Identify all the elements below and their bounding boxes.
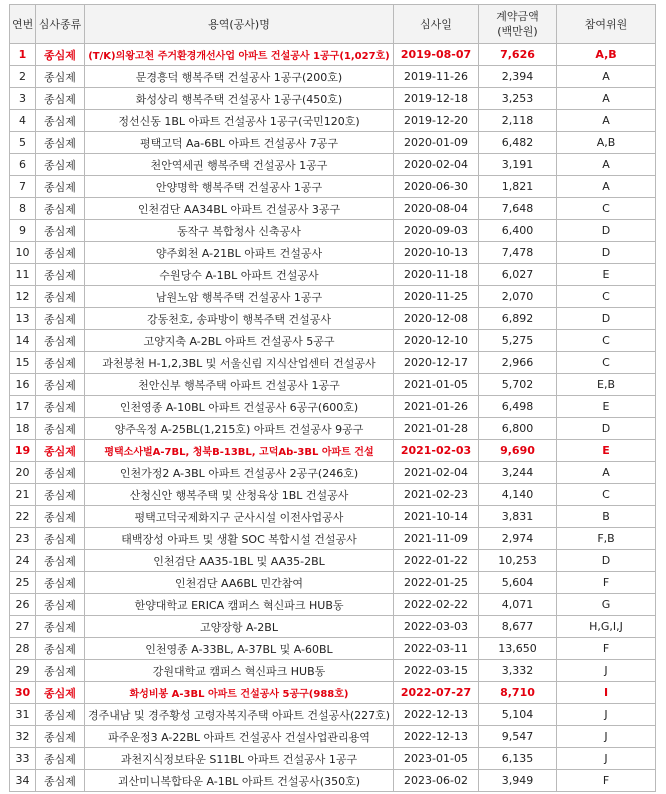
cell-contract-amount: 2,966 (479, 352, 557, 374)
cell-review-type: 종심제 (36, 352, 85, 374)
cell-review-type: 종심제 (36, 154, 85, 176)
cell-review-type: 종심제 (36, 616, 85, 638)
review-history-table (9, 4, 656, 792)
cell-contract-amount: 5,104 (479, 704, 557, 726)
cell-review-date: 2023-01-05 (394, 748, 479, 770)
cell-members: F (557, 770, 656, 792)
cell-project-name: (T/K)의왕고천 주거환경개선사업 아파트 건설공사 1공구(1,027호) (85, 44, 394, 66)
cell-contract-amount: 7,478 (479, 242, 557, 264)
cell-review-type: 종심제 (36, 484, 85, 506)
cell-review-type: 종심제 (36, 528, 85, 550)
cell-project-name: 강원대학교 캠퍼스 혁신파크 HUB동 (85, 660, 394, 682)
cell-project-name: 정선신동 1BL 아파트 건설공사 1공구(국민120호) (85, 110, 394, 132)
table-row (10, 286, 656, 308)
cell-members: D (557, 242, 656, 264)
header-members: 참여위원 (557, 5, 656, 44)
cell-review-type: 종심제 (36, 220, 85, 242)
table-row (10, 374, 656, 396)
cell-review-type: 종심제 (36, 308, 85, 330)
cell-num: 9 (10, 220, 36, 242)
table-row (10, 110, 656, 132)
cell-members: A (557, 176, 656, 198)
cell-contract-amount: 1,821 (479, 176, 557, 198)
header-review-type: 심사종류 (36, 5, 85, 44)
table-row (10, 462, 656, 484)
cell-review-type: 종심제 (36, 396, 85, 418)
cell-review-type: 종심제 (36, 66, 85, 88)
cell-review-type: 종심제 (36, 88, 85, 110)
header-row (10, 5, 656, 44)
cell-project-name: 안양명학 행복주택 건설공사 1공구 (85, 176, 394, 198)
cell-project-name: 파주운정3 A-22BL 아파트 건설공사 건설사업관리용역 (85, 726, 394, 748)
cell-review-type: 종심제 (36, 198, 85, 220)
cell-contract-amount: 3,949 (479, 770, 557, 792)
cell-review-date: 2022-12-13 (394, 726, 479, 748)
cell-review-type: 종심제 (36, 264, 85, 286)
cell-contract-amount: 9,690 (479, 440, 557, 462)
header-num: 연번 (10, 5, 36, 44)
table-row (10, 528, 656, 550)
cell-review-date: 2022-01-22 (394, 550, 479, 572)
cell-members: F,B (557, 528, 656, 550)
cell-review-date: 2021-01-26 (394, 396, 479, 418)
cell-review-date: 2022-12-13 (394, 704, 479, 726)
cell-contract-amount: 5,275 (479, 330, 557, 352)
cell-members: E (557, 264, 656, 286)
cell-members: A (557, 110, 656, 132)
cell-num: 4 (10, 110, 36, 132)
cell-num: 13 (10, 308, 36, 330)
cell-project-name: 인천가정2 A-3BL 아파트 건설공사 2공구(246호) (85, 462, 394, 484)
cell-num: 15 (10, 352, 36, 374)
cell-contract-amount: 6,482 (479, 132, 557, 154)
cell-contract-amount: 6,892 (479, 308, 557, 330)
table-row (10, 418, 656, 440)
cell-review-type: 종심제 (36, 506, 85, 528)
cell-review-date: 2020-12-10 (394, 330, 479, 352)
cell-review-type: 종심제 (36, 594, 85, 616)
cell-members: C (557, 286, 656, 308)
cell-members: D (557, 550, 656, 572)
header-project-name: 용역(공사)명 (85, 5, 394, 44)
cell-review-date: 2021-10-14 (394, 506, 479, 528)
cell-review-type: 종심제 (36, 660, 85, 682)
cell-num: 23 (10, 528, 36, 550)
cell-review-type: 종심제 (36, 330, 85, 352)
cell-contract-amount: 7,648 (479, 198, 557, 220)
cell-project-name: 천안역세권 행복주택 건설공사 1공구 (85, 154, 394, 176)
table-row (10, 66, 656, 88)
cell-review-date: 2022-07-27 (394, 682, 479, 704)
cell-members: A,B (557, 132, 656, 154)
cell-members: E (557, 396, 656, 418)
table-row (10, 242, 656, 264)
cell-members: A (557, 462, 656, 484)
cell-num: 14 (10, 330, 36, 352)
cell-review-type: 종심제 (36, 770, 85, 792)
cell-num: 11 (10, 264, 36, 286)
cell-contract-amount: 4,071 (479, 594, 557, 616)
table-row (10, 308, 656, 330)
table-header (10, 5, 656, 44)
table-row (10, 264, 656, 286)
cell-review-date: 2019-08-07 (394, 44, 479, 66)
cell-review-type: 종심제 (36, 110, 85, 132)
cell-members: D (557, 418, 656, 440)
table-row (10, 726, 656, 748)
cell-review-date: 2022-02-22 (394, 594, 479, 616)
cell-review-date: 2019-11-26 (394, 66, 479, 88)
table-row (10, 550, 656, 572)
cell-project-name: 평택고덕 Aa-6BL 아파트 건설공사 7공구 (85, 132, 394, 154)
cell-members: C (557, 352, 656, 374)
cell-contract-amount: 8,677 (479, 616, 557, 638)
table-row (10, 44, 656, 66)
cell-contract-amount: 9,547 (479, 726, 557, 748)
cell-review-type: 종심제 (36, 572, 85, 594)
cell-project-name: 괴산미니복합타운 A-1BL 아파트 건설공사(350호) (85, 770, 394, 792)
cell-members: E (557, 440, 656, 462)
table-row (10, 220, 656, 242)
cell-project-name: 문경흥덕 행복주택 건설공사 1공구(200호) (85, 66, 394, 88)
cell-num: 18 (10, 418, 36, 440)
cell-contract-amount: 5,702 (479, 374, 557, 396)
cell-contract-amount: 3,253 (479, 88, 557, 110)
cell-contract-amount: 3,831 (479, 506, 557, 528)
cell-review-type: 종심제 (36, 462, 85, 484)
table-body (10, 44, 656, 792)
cell-members: F (557, 572, 656, 594)
cell-num: 20 (10, 462, 36, 484)
cell-contract-amount: 7,626 (479, 44, 557, 66)
cell-contract-amount: 6,400 (479, 220, 557, 242)
cell-review-date: 2021-01-05 (394, 374, 479, 396)
cell-review-type: 종심제 (36, 418, 85, 440)
table-row (10, 638, 656, 660)
cell-project-name: 인천영종 A-10BL 아파트 건설공사 6공구(600호) (85, 396, 394, 418)
cell-project-name: 동작구 복합청사 신축공사 (85, 220, 394, 242)
table-row (10, 506, 656, 528)
cell-num: 34 (10, 770, 36, 792)
cell-project-name: 양주옥정 A-25BL(1,215호) 아파트 건설공사 9공구 (85, 418, 394, 440)
cell-review-type: 종심제 (36, 704, 85, 726)
cell-contract-amount: 5,604 (479, 572, 557, 594)
table-row (10, 572, 656, 594)
cell-contract-amount: 6,498 (479, 396, 557, 418)
cell-contract-amount: 3,244 (479, 462, 557, 484)
cell-review-type: 종심제 (36, 176, 85, 198)
cell-members: D (557, 308, 656, 330)
cell-review-date: 2020-08-04 (394, 198, 479, 220)
cell-num: 25 (10, 572, 36, 594)
cell-contract-amount: 10,253 (479, 550, 557, 572)
cell-project-name: 한양대학교 ERICA 캠퍼스 혁신파크 HUB동 (85, 594, 394, 616)
cell-num: 31 (10, 704, 36, 726)
cell-members: C (557, 484, 656, 506)
cell-members: A (557, 88, 656, 110)
cell-review-date: 2019-12-20 (394, 110, 479, 132)
table-row (10, 88, 656, 110)
cell-num: 33 (10, 748, 36, 770)
cell-review-type: 종심제 (36, 132, 85, 154)
cell-review-date: 2020-11-18 (394, 264, 479, 286)
cell-num: 12 (10, 286, 36, 308)
cell-num: 6 (10, 154, 36, 176)
table-row (10, 594, 656, 616)
review-table-container (9, 4, 656, 792)
cell-members: A,B (557, 44, 656, 66)
cell-members: C (557, 330, 656, 352)
cell-review-type: 종심제 (36, 286, 85, 308)
cell-num: 3 (10, 88, 36, 110)
cell-project-name: 고양지축 A-2BL 아파트 건설공사 5공구 (85, 330, 394, 352)
cell-contract-amount: 3,191 (479, 154, 557, 176)
cell-num: 17 (10, 396, 36, 418)
cell-review-date: 2023-06-02 (394, 770, 479, 792)
cell-contract-amount: 2,394 (479, 66, 557, 88)
cell-contract-amount: 13,650 (479, 638, 557, 660)
cell-project-name: 인천검단 AA34BL 아파트 건설공사 3공구 (85, 198, 394, 220)
cell-num: 24 (10, 550, 36, 572)
cell-num: 27 (10, 616, 36, 638)
cell-members: C (557, 198, 656, 220)
cell-num: 28 (10, 638, 36, 660)
cell-project-name: 과천지식정보타운 S11BL 아파트 건설공사 1공구 (85, 748, 394, 770)
cell-review-type: 종심제 (36, 550, 85, 572)
cell-contract-amount: 6,027 (479, 264, 557, 286)
cell-review-type: 종심제 (36, 242, 85, 264)
table-row (10, 352, 656, 374)
cell-review-date: 2020-01-09 (394, 132, 479, 154)
cell-review-type: 종심제 (36, 44, 85, 66)
cell-contract-amount: 2,974 (479, 528, 557, 550)
header-review-date: 심사일 (394, 5, 479, 44)
cell-members: I (557, 682, 656, 704)
cell-review-date: 2020-12-17 (394, 352, 479, 374)
table-row (10, 616, 656, 638)
cell-num: 5 (10, 132, 36, 154)
cell-project-name: 평택소사벌A-7BL, 청북B-13BL, 고덕Ab-3BL 아파트 건설 (85, 440, 394, 462)
cell-num: 29 (10, 660, 36, 682)
header-amount-line1: 계약금액 (496, 10, 539, 23)
cell-contract-amount: 8,710 (479, 682, 557, 704)
cell-review-date: 2022-01-25 (394, 572, 479, 594)
table-row (10, 704, 656, 726)
header-contract-amount (479, 5, 557, 44)
cell-review-date: 2020-10-13 (394, 242, 479, 264)
cell-contract-amount: 2,070 (479, 286, 557, 308)
cell-review-date: 2021-11-09 (394, 528, 479, 550)
table-row (10, 396, 656, 418)
cell-num: 19 (10, 440, 36, 462)
cell-review-date: 2021-02-23 (394, 484, 479, 506)
cell-num: 1 (10, 44, 36, 66)
cell-project-name: 평택고덕국제화지구 군사시설 이전사업공사 (85, 506, 394, 528)
table-row (10, 682, 656, 704)
cell-review-date: 2020-06-30 (394, 176, 479, 198)
cell-contract-amount: 2,118 (479, 110, 557, 132)
cell-members: A (557, 66, 656, 88)
cell-project-name: 과천봉천 H-1,2,3BL 및 서울신림 지식산업센터 건설공사 (85, 352, 394, 374)
cell-review-date: 2020-09-03 (394, 220, 479, 242)
cell-review-type: 종심제 (36, 440, 85, 462)
cell-num: 26 (10, 594, 36, 616)
table-row (10, 330, 656, 352)
cell-project-name: 고양장항 A-2BL (85, 616, 394, 638)
cell-members: H,G,I,J (557, 616, 656, 638)
table-row (10, 748, 656, 770)
table-row (10, 660, 656, 682)
cell-num: 30 (10, 682, 36, 704)
table-row (10, 440, 656, 462)
cell-contract-amount: 4,140 (479, 484, 557, 506)
cell-members: J (557, 748, 656, 770)
cell-members: E,B (557, 374, 656, 396)
cell-project-name: 남원노암 행복주택 건설공사 1공구 (85, 286, 394, 308)
cell-review-date: 2022-03-11 (394, 638, 479, 660)
cell-project-name: 강동천호, 송파방이 행복주택 건설공사 (85, 308, 394, 330)
cell-members: B (557, 506, 656, 528)
cell-review-date: 2019-12-18 (394, 88, 479, 110)
cell-project-name: 인천검단 AA6BL 민간참여 (85, 572, 394, 594)
cell-review-type: 종심제 (36, 374, 85, 396)
cell-members: G (557, 594, 656, 616)
cell-project-name: 화성상리 행복주택 건설공사 1공구(450호) (85, 88, 394, 110)
cell-num: 8 (10, 198, 36, 220)
cell-num: 7 (10, 176, 36, 198)
cell-members: A (557, 154, 656, 176)
cell-review-date: 2020-02-04 (394, 154, 479, 176)
table-row (10, 132, 656, 154)
cell-review-type: 종심제 (36, 748, 85, 770)
cell-project-name: 천안신부 행복주택 아파트 건설공사 1공구 (85, 374, 394, 396)
table-row (10, 484, 656, 506)
table-row (10, 198, 656, 220)
cell-members: D (557, 220, 656, 242)
cell-review-date: 2020-12-08 (394, 308, 479, 330)
cell-members: J (557, 726, 656, 748)
cell-members: F (557, 638, 656, 660)
cell-num: 22 (10, 506, 36, 528)
cell-contract-amount: 6,800 (479, 418, 557, 440)
cell-project-name: 태백장성 아파트 및 생활 SOC 복합시설 건설공사 (85, 528, 394, 550)
cell-num: 10 (10, 242, 36, 264)
cell-num: 32 (10, 726, 36, 748)
cell-num: 16 (10, 374, 36, 396)
cell-num: 2 (10, 66, 36, 88)
table-row (10, 770, 656, 792)
cell-contract-amount: 3,332 (479, 660, 557, 682)
cell-review-date: 2022-03-03 (394, 616, 479, 638)
cell-review-date: 2022-03-15 (394, 660, 479, 682)
cell-project-name: 인천영종 A-33BL, A-37BL 및 A-60BL (85, 638, 394, 660)
cell-project-name: 화성비봉 A-3BL 아파트 건설공사 5공구(988호) (85, 682, 394, 704)
cell-review-type: 종심제 (36, 682, 85, 704)
cell-review-date: 2020-11-25 (394, 286, 479, 308)
table-row (10, 154, 656, 176)
cell-project-name: 산청신안 행복주택 및 산청육상 1BL 건설공사 (85, 484, 394, 506)
cell-members: J (557, 660, 656, 682)
cell-review-type: 종심제 (36, 638, 85, 660)
cell-review-type: 종심제 (36, 726, 85, 748)
cell-project-name: 인천검단 AA35-1BL 및 AA35-2BL (85, 550, 394, 572)
cell-project-name: 수원당수 A-1BL 아파트 건설공사 (85, 264, 394, 286)
cell-members: J (557, 704, 656, 726)
cell-project-name: 경주내남 및 경주황성 고령자복지주택 아파트 건설공사(227호) (85, 704, 394, 726)
cell-num: 21 (10, 484, 36, 506)
cell-review-date: 2021-02-03 (394, 440, 479, 462)
cell-project-name: 양주회천 A-21BL 아파트 건설공사 (85, 242, 394, 264)
table-row (10, 176, 656, 198)
cell-review-date: 2021-02-04 (394, 462, 479, 484)
header-amount-line2: (백만원) (497, 25, 538, 38)
cell-contract-amount: 6,135 (479, 748, 557, 770)
cell-review-date: 2021-01-28 (394, 418, 479, 440)
